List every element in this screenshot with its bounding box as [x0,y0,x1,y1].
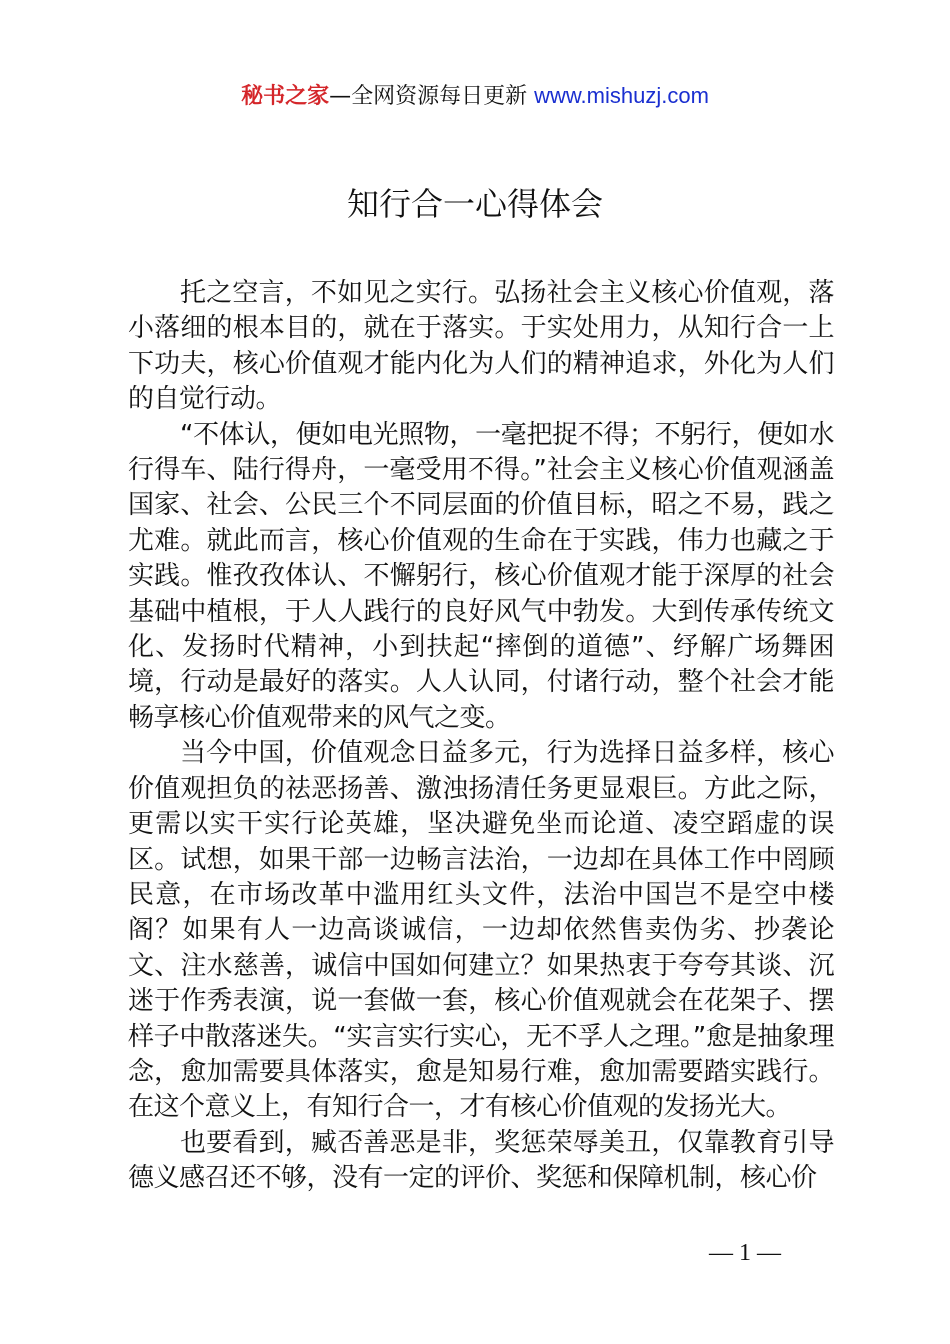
paragraph: 当今中国，价值观念日益多元，行为选择日益多样，核心价值观担负的祛恶扬善、激浊扬清任务更显艰巨。方此之际，更需以实干实行论英雄，坚决避免坐而论道、凌空蹈虚的误区。试想，如果干部一边畅言法治，一边却在具体工作中罔顾民意，在市场改革中滥用红头文件，法治中国岂不是空中楼阁？如果有人一边高谈诚信，一边却依然售卖伪劣、抄袭论文、注水慈善，诚信中国如何建立？如果热衷于夸夸其谈、沉迷于作秀表演，说一套做一套，核心价值观就会在花架子、摆样子中散落迷失。“实言实行实心，无不孚人之理。”愈是抽象理念，愈加需要具体落实，愈是知易行难，愈加需要踏实践行。在这个意义上，有知行合一，才有核心价值观的发扬光大。 [128,738,834,1123]
site-banner [0,80,950,113]
paragraph: “不体认，便如电光照物，一毫把捉不得；不躬行，便如水行得车、陆行得舟，一毫受用不得。”社会主义核心价值观涵盖国家、社会、公民三个不同层面的价值目标，昭之不易，践之尤难。就此而言，核心价值观的生命在于实践，伟力也藏之于实践。惟孜孜体认、不懈躬行，核心价值观才能于深厚的社会基础中植根，于人人践行的良好风气中勃发。大到传承传统文化、发扬时代精神，小到扶起“摔倒的道德”、纾解广场舞困境，行动是最好的落实。人人认同，付诸行动，整个社会才能畅享核心价值观带来的风气之变。 [128,419,834,733]
banner-tagline: —全网资源每日更新 [329,84,535,109]
document-body [128,276,834,1197]
banner-url-link[interactable]: www.mishuzj.com [534,83,709,108]
paragraph: 托之空言，不如见之实行。弘扬社会主义核心价值观，落小落细的根本目的，就在于落实。于实处用力，从知行合一上下功夫，核心价值观才能内化为人们的精神追求，外化为人们的自觉行动。 [128,278,834,415]
document-title: 知行合一心得体会 [346,185,603,223]
banner-brand: 秘书之家 [241,84,330,109]
paragraph: 也要看到，臧否善恶是非，奖惩荣辱美丑，仅靠教育引导德义感召还不够，没有一定的评价、奖惩和保障机制，核心价 [128,1127,834,1194]
page-number: — 1 — [709,1240,781,1266]
